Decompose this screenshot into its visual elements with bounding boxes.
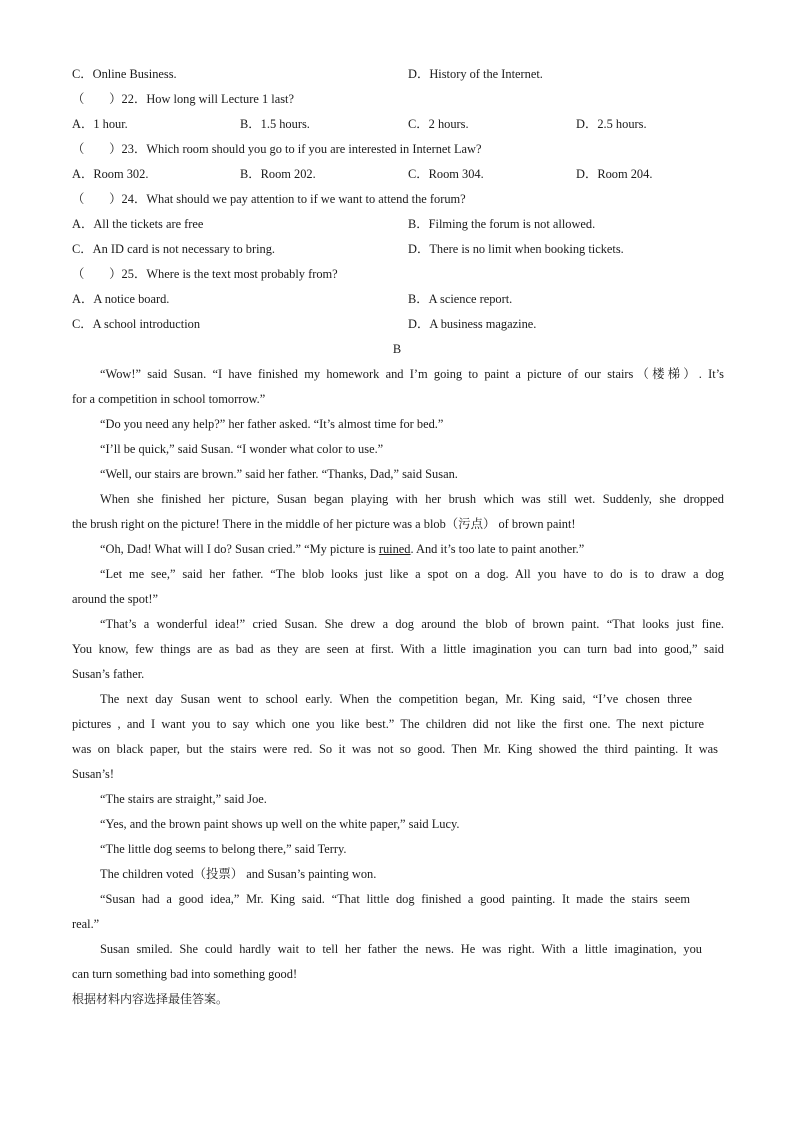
instruction-text: 根据材料内容选择最佳答案。 (72, 992, 229, 1006)
q23-option-c: C．Room 304. (408, 167, 484, 181)
passage-p9-line2: pictures , and I want you to say which one you like best.” The children did not like the first one. The next picture (72, 717, 704, 731)
q22-option-c: C．2 hours. (408, 117, 469, 131)
q23-option-a: A．Room 302. (72, 167, 149, 181)
passage-p15-line1: Susan smiled. She could hardly wait to tell her father the news. He was right. With a little imagination, you (100, 942, 702, 956)
q25-stem: （ ）25．Where is the text most probably from? (72, 267, 338, 281)
passage-p2: “Do you need any help?” her father asked. “It’s almost time for bed.” (100, 417, 444, 431)
q22-stem: （ ）22．How long will Lecture 1 last? (72, 92, 294, 106)
passage-p12: “The little dog seems to belong there,” said Terry. (100, 842, 347, 856)
word-ruined: ruined (378, 542, 411, 556)
passage-p6-pre: “Oh, Dad! What will I do? Susan cried.” “My picture is (100, 542, 379, 556)
passage-p1-line2: for a competition in school tomorrow.” (72, 392, 266, 406)
q22-option-d: D．2.5 hours. (576, 117, 647, 131)
q25-option-d: D．A business magazine. (408, 317, 537, 331)
passage-p6-post: . And it’s too late to paint another.” (410, 542, 585, 556)
q24-option-b: B．Filming the forum is not allowed. (408, 217, 596, 231)
passage-p8-line2: You know, few things are as bad as they are seen at first. With a little imagination you can turn bad into good,” said (72, 642, 724, 656)
q24-option-a: A．All the tickets are free (72, 217, 204, 231)
passage-p7-line1: “Let me see,” said her father. “The blob looks just like a spot on a dog. All you have to do is to draw a dog (100, 567, 724, 581)
passage-p5-line1: When she finished her picture, Susan began playing with her brush which was still wet. Suddenly, she dropped (100, 492, 724, 506)
passage-p15-line2: can turn something bad into something good! (72, 967, 298, 981)
q24-option-c: C．An ID card is not necessary to bring. (72, 242, 276, 256)
q21-option-d: D．History of the Internet. (408, 67, 543, 81)
passage-p3: “I’ll be quick,” said Susan. “I wonder what color to use.” (100, 442, 384, 456)
q23-stem: （ ）23．Which room should you go to if you are interested in Internet Law? (72, 142, 482, 156)
passage-p7-line2: around the spot!” (72, 592, 159, 606)
passage-p8-line1: “That’s a wonderful idea!” cried Susan. She drew a dog around the blob of brown paint. “That looks just fine. (100, 617, 724, 631)
q25-option-c: C．A school introduction (72, 317, 201, 331)
passage-p1-line1: “Wow!” said Susan. “I have finished my homework and I’m going to paint a picture of our stairs（楼梯）. It’s (100, 367, 724, 381)
q22-option-a: A．1 hour. (72, 117, 128, 131)
q22-option-b: B．1.5 hours. (240, 117, 310, 131)
passage-p4: “Well, our stairs are brown.” said her father. “Thanks, Dad,” said Susan. (100, 467, 458, 481)
q25-option-b: B．A science report. (408, 292, 513, 306)
q24-stem: （ ）24．What should we pay attention to if we want to attend the forum? (72, 192, 466, 206)
passage-p11: “Yes, and the brown paint shows up well on the white paper,” said Lucy. (100, 817, 460, 831)
passage-p5-line2: the brush right on the picture! There in the middle of her picture was a blob（污点） of brown paint! (72, 517, 576, 531)
passage-p14-line2: real.” (72, 917, 100, 931)
passage-p14-line1: “Susan had a good idea,” Mr. King said. “That little dog finished a good painting. It made the stairs seem (100, 892, 690, 906)
passage-p13: The children voted（投票） and Susan’s painting won. (100, 867, 377, 881)
q25-option-a: A．A notice board. (72, 292, 170, 306)
q23-option-d: D．Room 204. (576, 167, 653, 181)
section-heading: B (392, 342, 402, 356)
q23-option-b: B．Room 202. (240, 167, 316, 181)
q24-option-d: D．There is no limit when booking tickets. (408, 242, 624, 256)
passage-p6 (100, 541, 584, 557)
passage-p9-line1: The next day Susan went to school early. When the competition began, Mr. King said, “I’ve chosen three (100, 692, 692, 706)
q21-option-c: C．Online Business. (72, 67, 177, 81)
passage-p9-line4: Susan’s! (72, 767, 114, 781)
passage-p10: “The stairs are straight,” said Joe. (100, 792, 267, 806)
passage-p8-line3: Susan’s father. (72, 667, 145, 681)
passage-p9-line3: was on black paper, but the stairs were red. So it was not so good. Then Mr. King showed the third painting. It was (72, 742, 718, 756)
